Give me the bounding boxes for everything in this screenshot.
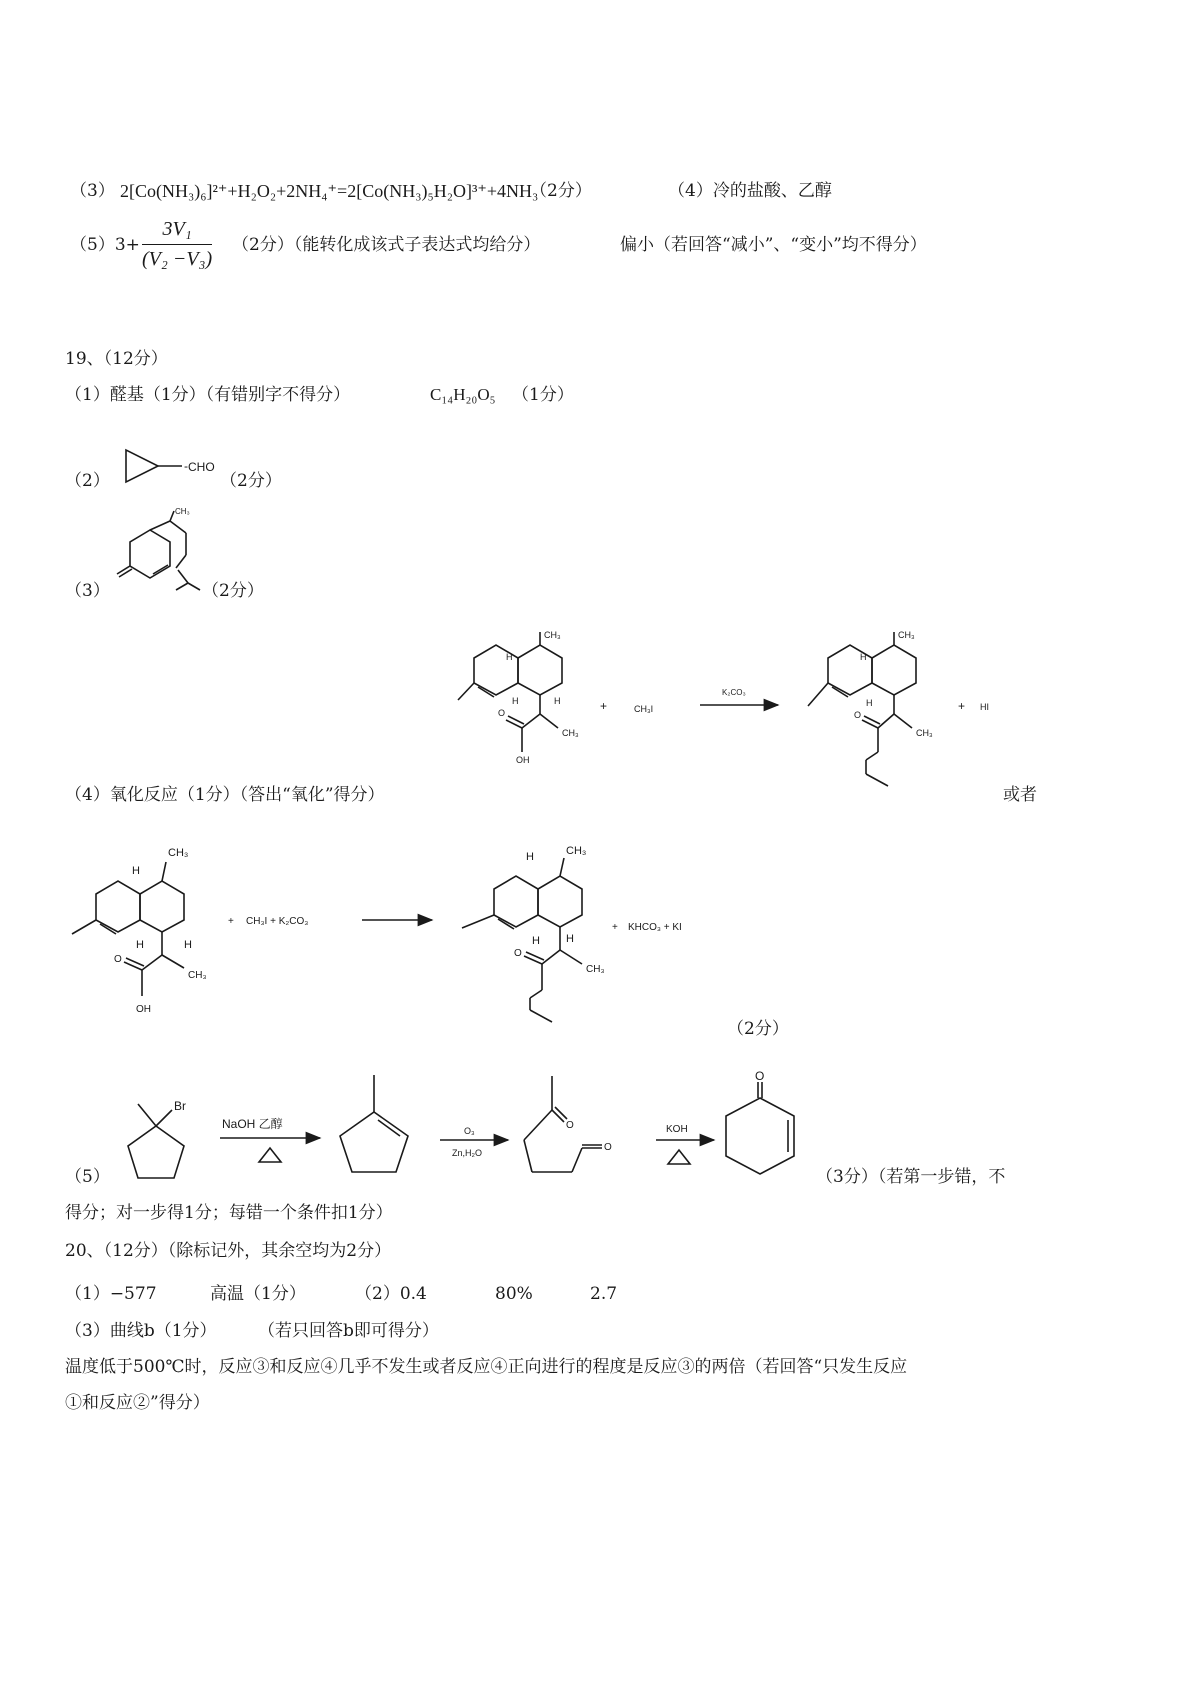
q19-part3-score: （2分） [202, 581, 264, 601]
q20-header: 20、（12分）（除标记外，其余空均为2分） [65, 1241, 392, 1261]
q19-part1-score: （1分） [512, 385, 574, 405]
plus-sign: + [228, 916, 234, 927]
q19-header: 19、（12分） [65, 349, 168, 369]
label-o: O [114, 954, 122, 965]
q20-part2-k: 2.7 [590, 1284, 618, 1304]
label-ch3: CH₃ [168, 847, 189, 859]
label-o: O [514, 948, 522, 959]
label-o: O [604, 1142, 612, 1153]
label-oh: OH [516, 755, 530, 765]
acid-molecule-rxn1 [458, 630, 579, 765]
label-o: O [854, 710, 862, 720]
q20-part3: （3）曲线b（1分） [65, 1321, 217, 1341]
label-ch3: CH₃ [586, 964, 605, 975]
acid-molecule-rxn2 [72, 847, 207, 1015]
fraction-denominator: (V₂ −V₃) [142, 248, 213, 270]
plus-sign: + [612, 922, 618, 933]
label-h: H [866, 698, 873, 708]
q19-part2-score: （2分） [220, 471, 282, 491]
q19-part5-note: 得分；对一步得1分；每错一个条件扣1分） [65, 1203, 393, 1223]
step3-reagent: KOH [666, 1124, 688, 1135]
q19-part4-label: （4）氧化反应（1分）（答出“氧化”得分） [65, 785, 385, 805]
step1-conditions: NaOH 乙醇 [222, 1117, 283, 1131]
rxn2-reagents: CH₃I + K₂CO₃ [246, 916, 309, 927]
label-o: O [755, 1069, 765, 1083]
svg-text:-: - [184, 459, 188, 473]
ester-molecule-rxn2 [462, 845, 605, 1022]
label-ch3: CH₃ [188, 970, 207, 981]
heat-triangle-icon [259, 1148, 281, 1162]
q20-part1-condition: 高温（1分） [210, 1284, 306, 1304]
label-h: H [860, 652, 867, 662]
q18-part4: （4）冷的盐酸、乙醇 [668, 181, 832, 201]
part3-structure [117, 507, 200, 590]
label-oh: OH [136, 1004, 151, 1015]
q18-part5-label: （5）3+ [70, 235, 140, 255]
label-h: H [132, 865, 140, 877]
q19-part3-label: （3） [65, 581, 110, 601]
label-ch3: CH₃ [566, 845, 587, 857]
label-h: H [566, 933, 574, 945]
q18-part3-equation: 2[Co(NH₃)₆]²⁺+H₂O₂+2NH₄⁺=2[Co(NH₃)₅H₂O]³⁺+4NH₃ [120, 181, 539, 201]
q20-explain-line2: ①和反应②”得分） [65, 1393, 210, 1413]
label-h: H [526, 851, 534, 863]
label-h: H [554, 696, 561, 706]
q19-part5-score: （3分）（若第一步错，不 [816, 1167, 1006, 1187]
label-h: H [506, 652, 513, 662]
label-o: O [498, 708, 506, 718]
ester-molecule-rxn1 [808, 630, 933, 786]
q19-part4-score: （2分） [727, 1019, 789, 1039]
q19-part2-label: （2） [65, 471, 110, 491]
label-h: H [532, 935, 540, 947]
rxn1-reagent: CH₃I [634, 704, 654, 714]
q20-part2-percent: 80% [495, 1284, 533, 1304]
step2-reagent: O₃ [464, 1126, 475, 1136]
q19-part5-label: （5） [65, 1167, 110, 1187]
rxn2-byproducts: KHCO₃ + KI [628, 922, 682, 933]
plus-sign: + [958, 699, 966, 713]
q18-part5-extra: 偏小（若回答“减小”、“变小”均不得分） [620, 235, 927, 255]
label-ch3: CH₃ [916, 728, 933, 738]
q18-part3-score: （2分） [530, 181, 592, 201]
q19-part1-formula: C₁₄H₂₀O₅ [430, 385, 496, 404]
plus-sign: + [600, 699, 608, 713]
q20-explain-line1: 温度低于500℃时，反应③和反应④几乎不发生或者反应④正向进行的程度是反应③的两倍（若回答“只发生反应 [65, 1357, 908, 1377]
q20-part2-value: （2）0.4 [355, 1284, 427, 1304]
q18-part5-note: （2分）（能转化成该式子表达式均给分） [232, 235, 541, 255]
label-h: H [512, 696, 519, 706]
rxn1-condition: K₂CO₃ [722, 688, 746, 697]
label-h: H [184, 939, 192, 951]
fraction-numerator: 3V₁ [142, 218, 212, 245]
q18-part3-label: （3） [70, 181, 115, 201]
part3-methyl-label: CH₃ [175, 507, 190, 516]
synthesis-route [128, 1069, 794, 1178]
q20-part1-value: （1）−577 [65, 1284, 157, 1304]
cho-label: CHO [188, 460, 215, 474]
cyclopropanecarbaldehyde-structure [126, 450, 215, 482]
q19-part1-answer: （1）醛基（1分）（有错别字不得分） [65, 385, 351, 405]
q20-part3-note: （若只回答b即可得分） [258, 1321, 439, 1341]
br-label: Br [174, 1099, 186, 1113]
heat-triangle-icon [668, 1150, 690, 1164]
step2-workup: Zn,H₂O [452, 1148, 482, 1158]
label-o: O [566, 1120, 574, 1131]
label-ch3: CH₃ [898, 630, 915, 640]
label-ch3: CH₃ [562, 728, 579, 738]
label-h: H [136, 939, 144, 951]
q19-part4-or: 或者 [1003, 785, 1037, 805]
rxn1-byproduct: HI [980, 702, 989, 712]
label-ch3: CH₃ [544, 630, 561, 640]
